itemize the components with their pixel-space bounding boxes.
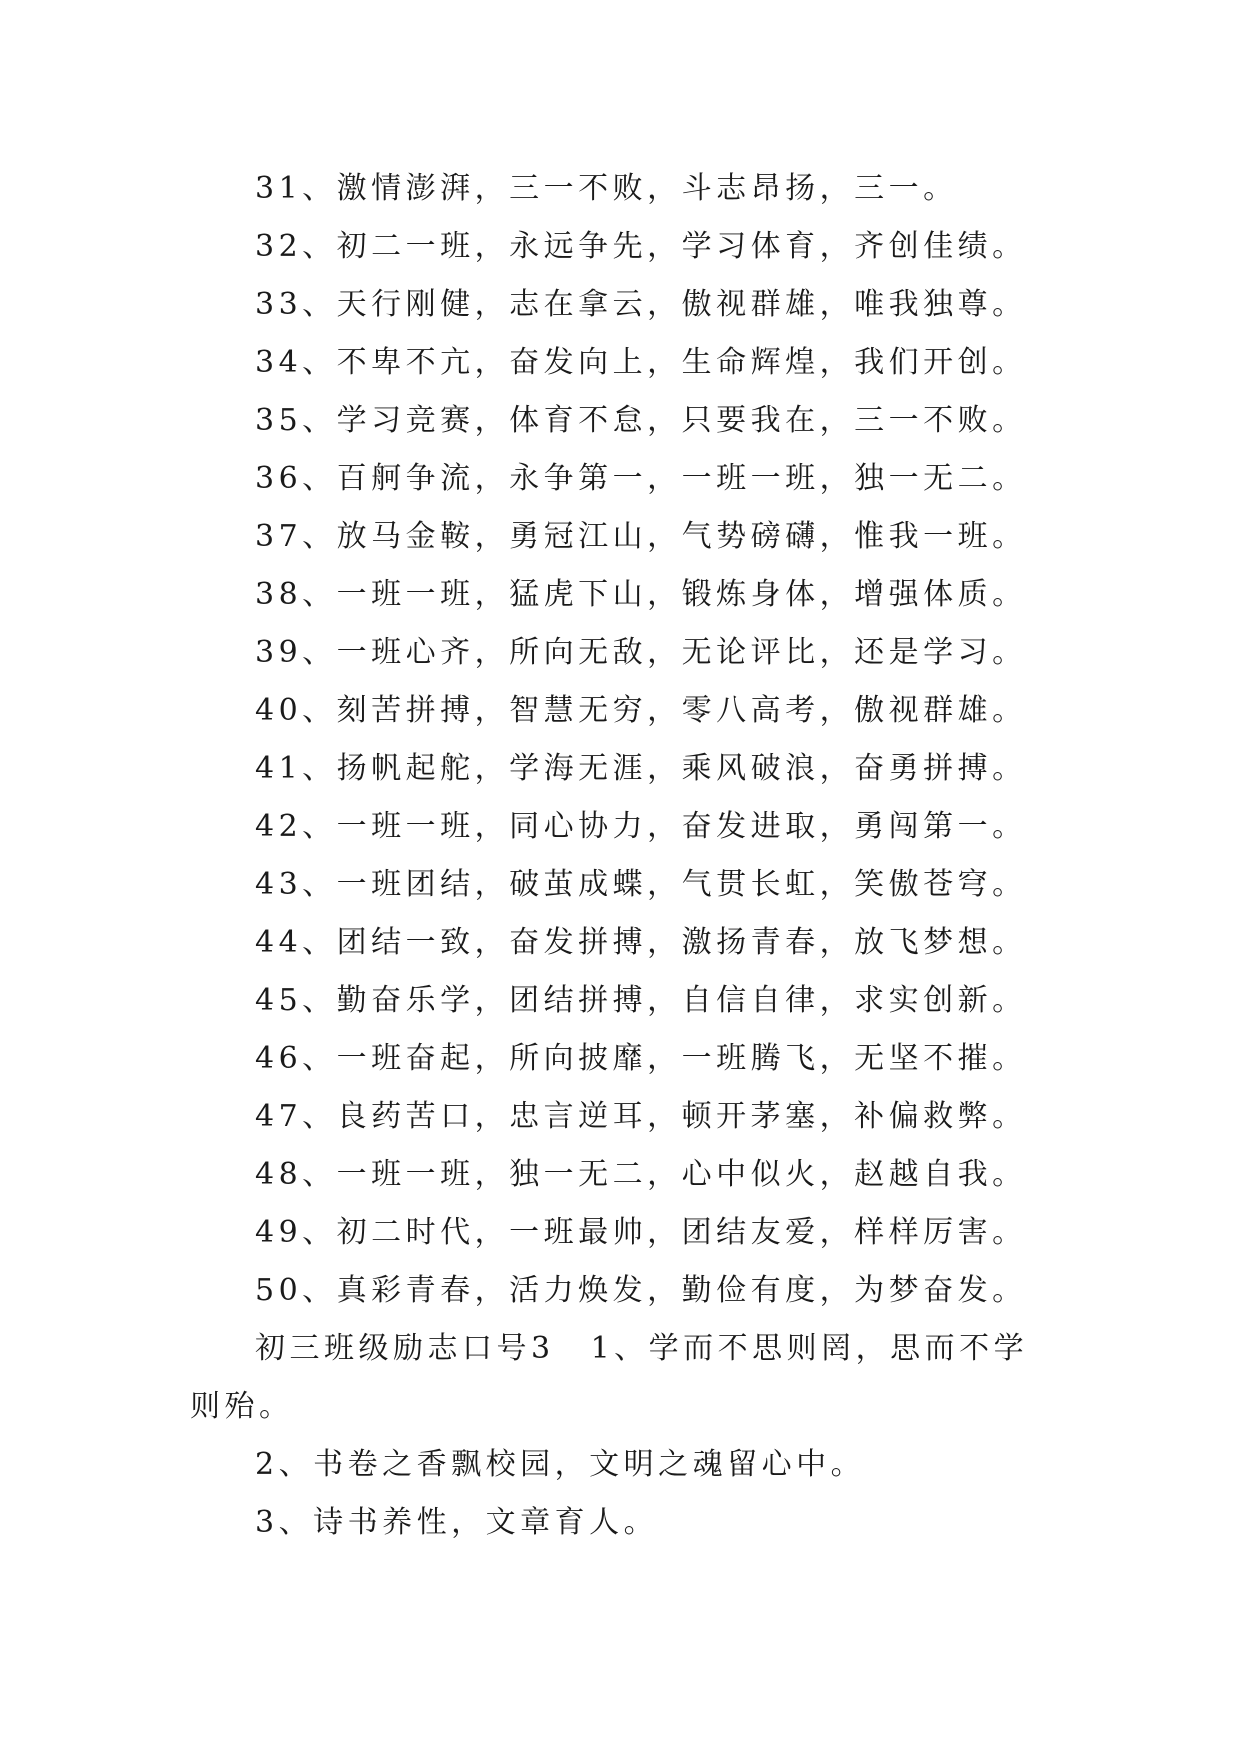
slogan-line: 50、真彩青春，活力焕发，勤俭有度，为梦奋发。 (255, 1273, 1027, 1308)
slogan-line: 46、一班奋起，所向披靡，一班腾飞，无坚不摧。 (255, 1041, 1027, 1076)
slogan-line: 39、一班心齐，所向无敌，无论评比，还是学习。 (255, 635, 1027, 670)
slogan-line: 44、团结一致，奋发拼搏，激扬青春，放飞梦想。 (255, 925, 1027, 960)
slogan-line: 36、百舸争流，永争第一，一班一班，独一无二。 (255, 461, 1027, 496)
slogan-line: 49、初二时代，一班最帅，团结友爱，样样厉害。 (255, 1215, 1027, 1250)
list-item: 2、书卷之香飘校园，文明之魂留心中。 (255, 1447, 866, 1482)
slogan-line: 42、一班一班，同心协力，奋发进取，勇闯第一。 (255, 809, 1027, 844)
list-item: 3、诗书养性，文章育人。 (255, 1505, 659, 1540)
slogan-line: 37、放马金鞍，勇冠江山，气势磅礴，惟我一班。 (255, 519, 1027, 554)
slogan-line: 34、不卑不亢，奋发向上，生命辉煌，我们开创。 (255, 345, 1027, 380)
section-heading: 初三班级励志口号3 (255, 1331, 555, 1366)
slogan-line: 35、学习竞赛，体育不怠，只要我在，三一不败。 (255, 403, 1027, 438)
section-first-item: 1、学而不思则罔，思而不学则殆。 (190, 1331, 1029, 1424)
slogan-line: 31、激情澎湃，三一不败，斗志昂扬，三一。 (255, 171, 958, 206)
slogan-line: 45、勤奋乐学，团结拼搏，自信自律，求实创新。 (255, 983, 1027, 1018)
slogan-line: 38、一班一班，猛虎下山，锻炼身体，增强体质。 (255, 577, 1027, 612)
slogan-line: 33、天行刚健，志在拿云，傲视群雄，唯我独尊。 (255, 287, 1027, 322)
slogan-line: 48、一班一班，独一无二，心中似火，赵越自我。 (255, 1157, 1027, 1192)
slogan-line: 40、刻苦拼搏，智慧无穷，零八高考，傲视群雄。 (255, 693, 1027, 728)
slogan-line: 32、初二一班，永远争先，学习体育，齐创佳绩。 (255, 229, 1027, 264)
document-body (190, 160, 1050, 1552)
section-paragraph (190, 1320, 1050, 1436)
slogan-line: 43、一班团结，破茧成蝶，气贯长虹，笑傲苍穹。 (255, 867, 1027, 902)
slogan-line: 41、扬帆起舵，学海无涯，乘风破浪，奋勇拼搏。 (255, 751, 1027, 786)
slogan-line: 47、良药苦口，忠言逆耳，顿开茅塞，补偏救弊。 (255, 1099, 1027, 1134)
